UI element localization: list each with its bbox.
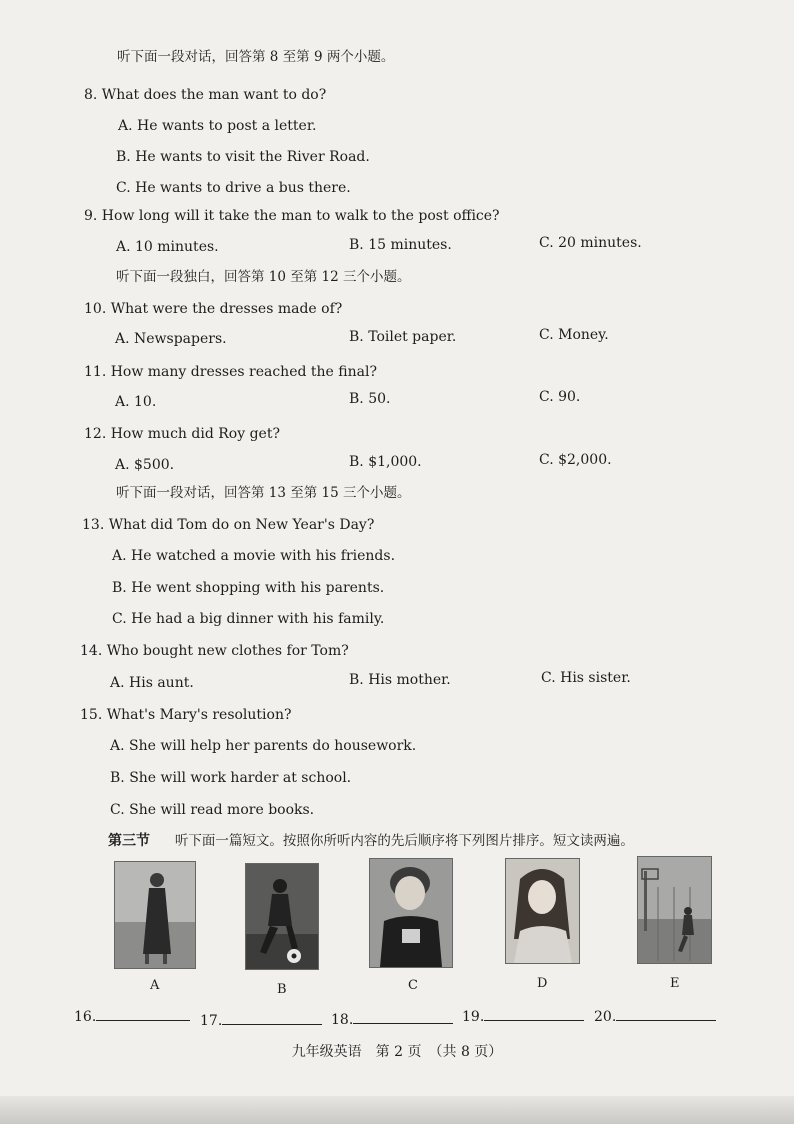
question-13: 13. What did Tom do on New Year's Day? — [82, 517, 375, 533]
picture-c — [369, 858, 453, 968]
answer-blank-19[interactable] — [462, 1006, 584, 1025]
question-12: 12. How much did Roy get? — [84, 426, 280, 442]
option-13a: A. He watched a movie with his friends. — [112, 548, 396, 564]
option-8c: C. He wants to drive a bus there. — [116, 180, 351, 196]
option-11c: C. 90. — [539, 389, 581, 405]
section-3-label: 第三节 — [108, 833, 150, 849]
instruction-q10-q12: 听下面一段独白，回答第 10 至第 12 三个小题。 — [116, 269, 411, 285]
picture-a-label: A — [150, 978, 160, 993]
instruction-q8-q9: 听下面一段对话，回答第 8 至第 9 两个小题。 — [117, 49, 395, 65]
option-15b: B. She will work harder at school. — [110, 770, 352, 786]
option-10b: B. Toilet paper. — [349, 329, 457, 345]
picture-a — [114, 861, 196, 969]
answer-blank-18[interactable] — [331, 1009, 453, 1028]
question-9: 9. How long will it take the man to walk to the post office? — [84, 208, 500, 224]
option-14a: A. His aunt. — [110, 675, 194, 691]
option-8a: A. He wants to post a letter. — [118, 118, 317, 134]
option-14c: C. His sister. — [541, 670, 631, 686]
blank-17-line[interactable] — [222, 1010, 322, 1025]
option-13c: C. He had a big dinner with his family. — [112, 611, 385, 627]
option-12c: C. $2,000. — [539, 452, 612, 468]
basketball-player-photo — [638, 857, 711, 963]
option-10a: A. Newspapers. — [115, 331, 227, 347]
question-10: 10. What were the dresses made of? — [84, 301, 343, 317]
page-footer: 九年级英语 第 2 页 （共 8 页） — [291, 1044, 503, 1060]
option-10c: C. Money. — [539, 327, 609, 343]
picture-e-label: E — [670, 976, 680, 991]
scan-shadow — [0, 1096, 794, 1124]
option-14b: B. His mother. — [349, 672, 451, 688]
answer-blank-20[interactable] — [594, 1006, 716, 1025]
section-3-instruction: 听下面一篇短文。按照你所听内容的先后顺序将下列图片排序。短文读两遍。 — [174, 833, 634, 849]
picture-b — [245, 863, 319, 970]
question-8: 8. What does the man want to do? — [84, 87, 327, 103]
blank-19-number: 19. — [462, 1009, 485, 1025]
blank-16-number: 16. — [74, 1009, 97, 1025]
blank-18-number: 18. — [331, 1012, 354, 1028]
blank-20-line[interactable] — [616, 1006, 716, 1021]
blank-20-number: 20. — [594, 1009, 617, 1025]
question-15: 15. What's Mary's resolution? — [80, 707, 292, 723]
smiling-boy-photo — [370, 859, 452, 967]
answer-blank-16[interactable] — [74, 1006, 190, 1025]
blank-19-line[interactable] — [484, 1006, 584, 1021]
blank-17-number: 17. — [200, 1013, 223, 1029]
woman-in-dress-photo — [115, 862, 195, 968]
smiling-girl-photo — [506, 859, 579, 963]
option-12b: B. $1,000. — [349, 454, 422, 470]
option-11a: A. 10. — [115, 394, 157, 410]
blank-18-line[interactable] — [353, 1009, 453, 1024]
blank-16-line[interactable] — [96, 1006, 190, 1021]
option-9a: A. 10 minutes. — [116, 239, 219, 255]
option-9c: C. 20 minutes. — [539, 235, 642, 251]
option-11b: B. 50. — [349, 391, 391, 407]
picture-c-label: C — [408, 978, 418, 993]
section-3-heading — [108, 832, 634, 850]
question-14: 14. Who bought new clothes for Tom? — [80, 643, 349, 659]
option-9b: B. 15 minutes. — [349, 237, 452, 253]
question-11: 11. How many dresses reached the final? — [84, 364, 377, 380]
option-15a: A. She will help her parents do housework. — [110, 738, 417, 754]
picture-b-label: B — [277, 982, 287, 997]
option-8b: B. He wants to visit the River Road. — [116, 149, 370, 165]
picture-d — [505, 858, 580, 964]
answer-blank-17[interactable] — [200, 1010, 322, 1029]
picture-d-label: D — [537, 976, 548, 991]
boy-playing-soccer-photo — [246, 864, 318, 969]
option-12a: A. $500. — [115, 457, 175, 473]
instruction-q13-q15: 听下面一段对话，回答第 13 至第 15 三个小题。 — [116, 485, 411, 501]
option-15c: C. She will read more books. — [110, 802, 315, 818]
option-13b: B. He went shopping with his parents. — [112, 580, 385, 596]
picture-e — [637, 856, 712, 964]
